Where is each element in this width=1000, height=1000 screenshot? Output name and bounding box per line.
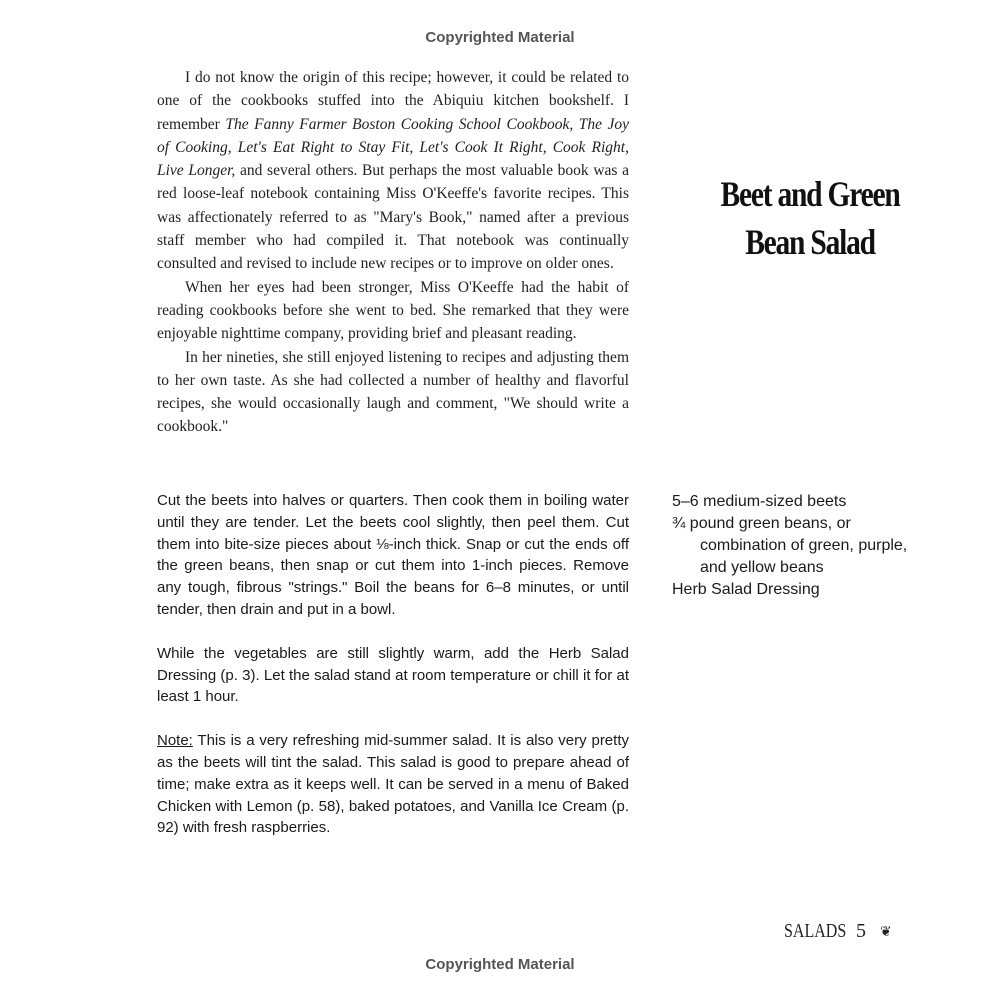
ornament-icon: ❦ bbox=[880, 925, 892, 940]
recipe-title-line: Bean Salad bbox=[745, 222, 875, 262]
intro-paragraph-text: and several others. But perhaps the most valuable book was a red loose-leaf notebook containing Miss O'Keeffe's favorite recipes. This was affectionately referred to as "Mary's Book," named after a previous staff member who had compiled it. That notebook was continually consulted and revised to include new recipes or to improve on older ones. bbox=[157, 162, 629, 273]
ingredient-item: 5–6 medium-sized beets bbox=[672, 493, 847, 510]
ingredient-item: Herb Salad Dressing bbox=[672, 581, 820, 598]
intro-paragraph: In her nineties, she still enjoyed listening to recipes and adjusting them to her own taste. As she had collected a number of healthy and flavorful recipes, she would occasionally laugh and comment, "We should write a cookbook." bbox=[157, 348, 629, 436]
section-name: SALADS bbox=[784, 920, 847, 942]
ingredient-list bbox=[672, 491, 932, 601]
recipe-instructions bbox=[157, 490, 629, 861]
intro-text bbox=[157, 66, 629, 439]
intro-paragraph: When her eyes had been stronger, Miss O'Keeffe had the habit of reading cookbooks before she went to bed. She remarked that they were enjoyable nighttime company, providing brief and pleasant reading. bbox=[157, 278, 629, 343]
instruction-step: Cut the beets into halves or quarters. Then cook them in boiling water until they are tender. Let the beets cool slightly, then peel them. Cut them into bite-size pieces about ⅛-inch thick. Snap or cut the ends off the green beans, then snap or cut them into 1-inch pieces. Remove any tough, fibrous "strings." Boil the beans for 6–8 minutes, or until tender, then drain and put in a bowl. bbox=[157, 492, 629, 618]
copyright-watermark-top: Copyrighted Material bbox=[425, 29, 575, 46]
page-footer bbox=[784, 920, 892, 943]
copyright-watermark-bottom: Copyrighted Material bbox=[425, 956, 575, 973]
note-text: This is a very refreshing mid-summer salad. It is also very pretty as the beets will tint the salad. This salad is good to prepare ahead of time; make extra as it keeps well. It can be served in a menu of Baked Chicken with Lemon (p. 58), baked potatoes, and Vanilla Ice Cream (p. 92) with fresh raspberries. bbox=[157, 732, 629, 837]
intro-paragraph-text: I do not know the origin of this recipe; however, it could be related to one of the cookbooks stuffed into the Abiquiu kitchen bookshelf. I remember bbox=[157, 69, 629, 133]
page-number: 5 bbox=[856, 920, 866, 942]
note-label: Note: bbox=[157, 732, 193, 750]
instruction-step: While the vegetables are still slightly warm, add the Herb Salad Dressing (p. 3). Let the salad stand at room temperature or chill it for at least 1 hour. bbox=[157, 644, 629, 706]
recipe-note bbox=[157, 730, 629, 839]
ingredient-item: ¾ pound green beans, or combination of green, purple, and yellow beans bbox=[672, 515, 908, 576]
cookbook-titles: The Fanny Farmer Boston Cooking School Cookbook, The Joy of Cooking, Let's Eat Right to Stay Fit, Let's Cook It Right, Cook Right, Live Longer, bbox=[157, 115, 630, 180]
recipe-title-line: Beet and Green bbox=[720, 174, 900, 214]
recipe-title bbox=[712, 170, 909, 266]
intro-paragraph bbox=[157, 66, 629, 276]
